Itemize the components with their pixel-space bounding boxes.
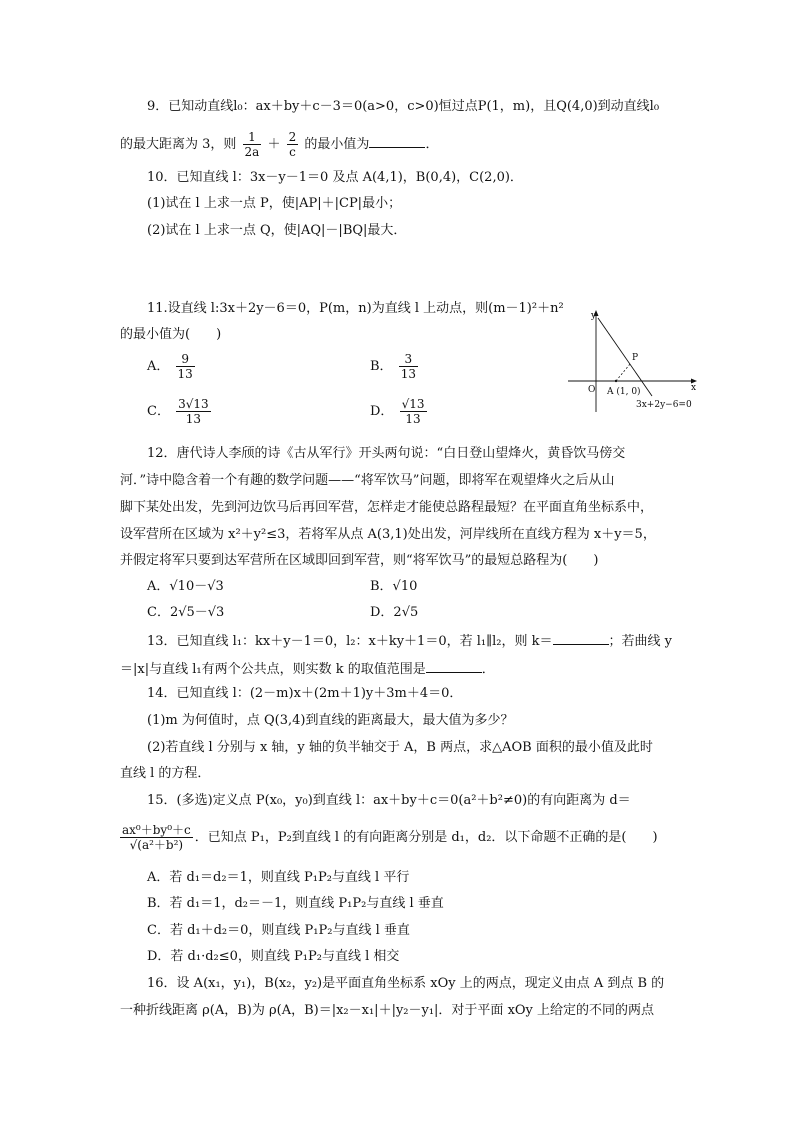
q13-line1 xyxy=(147,632,672,650)
q9-plus: ＋ xyxy=(267,137,281,152)
q12-line3: 脚下某处出发，先到河边饮马后再回军营，怎样走才能使总路程最短？在平面直角坐标系中， xyxy=(120,500,654,515)
q11-option-d[interactable] xyxy=(370,397,429,426)
q11-option-c-frac xyxy=(176,397,211,426)
graph-line xyxy=(598,318,652,396)
q11-option-a-frac xyxy=(176,352,195,381)
q10-line1: 10．已知直线 l：3x－y－1＝0 及点 A(4,1)，B(0,4)，C(2,0)． xyxy=(147,170,523,185)
q13-text-4: ． xyxy=(481,662,495,677)
graph-x-label: x xyxy=(691,383,697,393)
q16-line1: 16．设 A(x₁，y₁)，B(x₂，y₂)是平面直角坐标系 xOy 上的两点，现定义由点 A 到点 B 的 xyxy=(147,976,665,991)
q9-frac2-num: 2 xyxy=(288,130,297,144)
q13-text-1: 13．已知直线 l₁：kx＋y－1＝0，l₂：x＋ky＋1＝0，若 l₁∥l₂，则 k＝ xyxy=(147,634,553,649)
q11-option-a[interactable] xyxy=(147,352,197,381)
q12-line1: 12．唐代诗人李颀的诗《古从军行》开头两句说：“白日登山望烽火，黄昏饮马傍交 xyxy=(147,446,626,461)
q14-part2b: 直线 l 的方程． xyxy=(120,766,211,781)
q11-option-b-den: 13 xyxy=(400,367,416,381)
q11-option-d-label: D． xyxy=(370,404,394,419)
q12-line2: 河．”诗中隐含着一个有趣的数学问题——“将军饮马”问题，即将军在观望烽火之后从山 xyxy=(120,473,615,488)
q15-option-d[interactable]: D．若 d₁·d₂≤0，则直线 P₁P₂与直线 l 相交 xyxy=(147,949,400,964)
q9-fraction-2 xyxy=(287,130,299,159)
q15-text-post: ．已知点 P₁，P₂到直线 l 的有向距离分别是 d₁，d₂．以下命题不正确的是( ) xyxy=(194,830,658,845)
q14-part2a: (2)若直线 l 分别与 x 轴，y 轴的负半轴交于 A，B 两点，求△AOB 面积的最小值及此时 xyxy=(147,740,653,755)
q11-option-d-num: √13 xyxy=(401,397,425,411)
q9-line2: 的最大距离为 3，则 $\frac{1}{2a}$ ＋ $\frac{2}{c}$ 的最小值为 ． xyxy=(120,130,439,159)
q11-option-b-num: 3 xyxy=(399,352,418,367)
q12-line4: 设军营所在区域为 x²＋y²≤3，若将军从点 A(3,1)处出发，河岸线所在直线方程为 x＋y＝5， xyxy=(120,527,656,542)
q15-frac-den: √(a²＋b²) xyxy=(129,838,184,852)
q9-answer-blank[interactable] xyxy=(369,135,425,148)
q12-line5: 并假定将军只要到达军营所在区域即回到军营，则“将军饮马”的最短总路程为( ) xyxy=(120,553,599,568)
q12-option-c[interactable]: C．2√5－√3 xyxy=(147,605,225,620)
q11-line2: 的最小值为( ) xyxy=(120,327,222,342)
q9-frac2-den: c xyxy=(289,145,296,159)
q11-option-a-num: 9 xyxy=(176,352,195,367)
q11-line1: 11.设直线 l:3x＋2y－6＝0，P(m，n)为直线 l 上动点，则(m－1)²＋n² xyxy=(147,301,564,316)
q9-frac1-num: 1 xyxy=(243,130,262,145)
q14-line1: 14．已知直线 l：(2－m)x＋(2m＋1)y＋3m＋4＝0． xyxy=(147,686,463,701)
q15-option-a[interactable]: A．若 d₁＝d₂＝1，则直线 P₁P₂与直线 l 平行 xyxy=(147,870,410,885)
q13-text-2: ；若曲线 y xyxy=(608,634,672,649)
q15-option-c[interactable]: C．若 d₁＋d₂＝0，则直线 P₁P₂与直线 l 垂直 xyxy=(147,923,410,938)
q10-part1: (1)试在 l 上求一点 P，使|AP|＋|CP|最小； xyxy=(147,196,402,211)
graph-perpendicular xyxy=(616,364,630,381)
q9-text-post: 的最小值为 xyxy=(304,137,370,152)
graph-origin-label: O xyxy=(588,385,596,395)
q13-line2 xyxy=(120,660,495,678)
q11-option-a-label: A． xyxy=(147,359,170,374)
q11-coordinate-graph xyxy=(566,308,698,416)
q11-option-c-label: C． xyxy=(147,404,170,419)
q9-text-pre: 的最大距离为 3，则 xyxy=(120,137,237,152)
q11-option-c[interactable] xyxy=(147,397,213,426)
q11-option-c-den: 13 xyxy=(185,412,202,426)
q11-option-d-frac xyxy=(400,397,427,426)
q15-line1: 15．(多选)定义点 P(x₀，y₀)到直线 l：ax＋by＋c＝0(a²＋b²≠0)的有向距离为 d＝ xyxy=(147,793,631,808)
q13-answer-blank-1[interactable] xyxy=(553,632,609,645)
q9-frac1-den: 2a xyxy=(244,145,260,159)
q15-fraction xyxy=(120,823,193,852)
q14-part1: (1)m 为何值时，点 Q(3,4)到直线的距离最大，最大值为多少？ xyxy=(147,713,514,728)
q15-option-b[interactable]: B．若 d₁＝1，d₂＝－1，则直线 P₁P₂与直线 l 垂直 xyxy=(147,896,444,911)
q11-option-d-den: 13 xyxy=(405,412,421,426)
q9-line1: 9．已知动直线l₀：ax＋by＋c－3＝0(a>0，c>0)恒过点P(1，m)，且Q(4,0)到动直线l₀ xyxy=(147,99,660,114)
q13-text-3: ＝|x|与直线 l₁有两个公共点，则实数 k 的取值范围是 xyxy=(120,662,426,677)
q11-option-b-label: B． xyxy=(370,359,393,374)
q13-answer-blank-2[interactable] xyxy=(426,660,482,673)
q11-option-b[interactable] xyxy=(370,352,420,381)
q15-frac-num: ax⁰＋by⁰＋c xyxy=(122,823,191,837)
q11-option-a-den: 13 xyxy=(177,367,193,381)
q16-line2: 一种折线距离 ρ(A，B)为 ρ(A，B)＝|x₂－x₁|＋|y₂－y₁|．对于平面 xOy 上给定的不同的两点 xyxy=(120,1003,655,1018)
graph-point-a xyxy=(615,380,617,382)
graph-line-label: 3x+2y−6=0 xyxy=(636,400,692,410)
graph-y-label: y xyxy=(591,311,597,321)
q15-line2 xyxy=(120,822,658,854)
q10-part2: (2)试在 l 上求一点 Q，使|AQ|－|BQ|最大． xyxy=(147,223,407,238)
q12-option-b[interactable]: B．√10 xyxy=(370,579,418,594)
graph-a-label: A (1, 0) xyxy=(607,387,641,397)
graph-p-label: P xyxy=(632,353,639,363)
q11-option-c-num: 3√13 xyxy=(178,397,209,411)
q9-fraction-1 xyxy=(243,130,262,159)
q11-option-b-frac xyxy=(399,352,418,381)
q12-option-d[interactable]: D．2√5 xyxy=(370,605,419,620)
q12-option-a[interactable]: A．√10－√3 xyxy=(147,579,224,594)
